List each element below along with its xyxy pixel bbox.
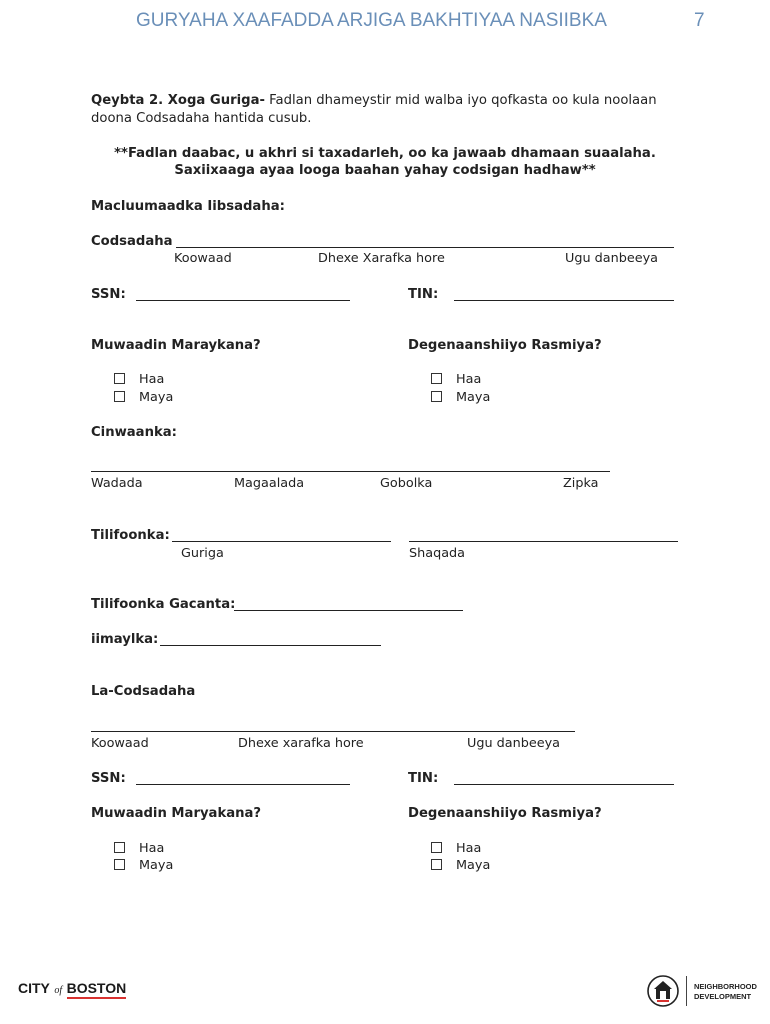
applicant-address-label: Cinwaanka: xyxy=(91,425,177,440)
applicant-ssn-label: SSN: xyxy=(91,287,126,302)
logo-line2: DEVELOPMENT xyxy=(694,992,752,1001)
co-applicant-section-title: La-Codsadaha xyxy=(91,684,196,699)
applicant-name-middle-label: Dhexe Xarafka hore xyxy=(318,251,445,266)
co-applicant-tin-field[interactable] xyxy=(454,771,674,785)
checkbox-icon[interactable] xyxy=(114,859,125,870)
co-applicant-ssn-label: SSN: xyxy=(91,771,126,786)
logo-line1: NEIGHBORHOOD xyxy=(694,982,757,991)
applicant-phone-label: Tilifoonka: xyxy=(91,528,170,543)
applicant-phone-home-field[interactable] xyxy=(172,528,391,542)
co-applicant-citizen-question: Muwaadin Maryakana? xyxy=(91,806,262,821)
applicant-residency-yes[interactable] xyxy=(431,372,481,387)
logo-city-text: CITY xyxy=(18,980,50,996)
applicant-mobile-field[interactable] xyxy=(234,597,463,611)
co-applicant-name-middle-label: Dhexe xarafka hore xyxy=(238,736,364,751)
applicant-section-title: Macluumaadka Iibsadaha: xyxy=(91,199,285,214)
logo-divider xyxy=(686,976,687,1006)
applicant-residency-question: Degenaanshiiyo Rasmiya? xyxy=(408,338,602,353)
co-applicant-residency-yes[interactable] xyxy=(431,841,481,856)
applicant-phone-work-field[interactable] xyxy=(409,528,678,542)
house-icon xyxy=(646,974,680,1008)
applicant-name-first-label: Koowaad xyxy=(174,251,232,266)
co-applicant-name-last-label: Ugu danbeeya xyxy=(467,736,561,751)
co-applicant-name-first-label: Koowaad xyxy=(91,736,149,751)
option-label: Haa xyxy=(139,372,165,387)
applicant-citizen-yes[interactable] xyxy=(114,372,164,387)
phone-home-label: Guriga xyxy=(181,546,224,561)
applicant-email-field[interactable] xyxy=(160,632,381,646)
instruction-line2: Saxiixaaga ayaa looga baahan yahay codsigan hadhaw** xyxy=(174,163,596,178)
co-applicant-name-field[interactable] xyxy=(91,719,575,732)
logo-boston-text: BOSTON xyxy=(67,980,127,999)
address-county-label: Gobolka xyxy=(380,476,433,491)
applicant-ssn-field[interactable] xyxy=(136,287,350,301)
address-street-label: Wadada xyxy=(91,476,143,491)
address-zip-label: Zipka xyxy=(563,476,599,491)
applicant-citizen-no[interactable] xyxy=(114,390,173,405)
option-label: Haa xyxy=(456,372,482,387)
option-label: Maya xyxy=(139,390,174,405)
applicant-mobile-label: Tilifoonka Gacanta: xyxy=(91,597,236,612)
neighborhood-development-logo xyxy=(646,974,764,1010)
co-applicant-tin-label: TIN: xyxy=(408,771,439,786)
checkbox-icon[interactable] xyxy=(431,859,442,870)
applicant-address-field[interactable] xyxy=(91,459,610,472)
checkbox-icon[interactable] xyxy=(114,391,125,402)
page-header-title: GURYAHA XAAFADDA ARJIGA BAKHTIYAA NASIIBKA xyxy=(136,10,607,31)
checkbox-icon[interactable] xyxy=(114,842,125,853)
phone-work-label: Shaqada xyxy=(409,546,466,561)
option-label: Haa xyxy=(139,841,165,856)
applicant-email-label: iimaylka: xyxy=(91,632,159,647)
option-label: Maya xyxy=(456,390,491,405)
co-applicant-ssn-field[interactable] xyxy=(136,771,350,785)
page-number: 7 xyxy=(694,10,705,31)
address-city-label: Magaalada xyxy=(234,476,305,491)
applicant-tin-field[interactable] xyxy=(454,287,674,301)
applicant-name-field[interactable] xyxy=(176,234,674,248)
co-applicant-citizen-yes[interactable] xyxy=(114,841,164,856)
section-intro-line2: doona Codsadaha hantida cusub. xyxy=(91,111,312,126)
logo-text xyxy=(694,982,757,1002)
checkbox-icon[interactable] xyxy=(431,842,442,853)
instruction-line1: **Fadlan daabac, u akhri si taxadarleh, oo ka jawaab dhamaan suaalaha. xyxy=(114,146,656,161)
city-of-boston-logo xyxy=(18,980,126,998)
section-heading: Qeybta 2. Xoga Guriga- xyxy=(91,93,265,108)
applicant-name-last-label: Ugu danbeeya xyxy=(565,251,659,266)
applicant-citizen-question: Muwaadin Maraykana? xyxy=(91,338,261,353)
checkbox-icon[interactable] xyxy=(431,373,442,384)
applicant-name-label: Codsadaha xyxy=(91,234,173,249)
checkbox-icon[interactable] xyxy=(431,391,442,402)
option-label: Haa xyxy=(456,841,482,856)
section-heading-text: Fadlan dhameystir mid walba iyo qofkasta oo kula noolaan xyxy=(264,93,657,108)
applicant-residency-no[interactable] xyxy=(431,390,490,405)
co-applicant-residency-question: Degenaanshiiyo Rasmiya? xyxy=(408,806,602,821)
option-label: Maya xyxy=(456,858,491,873)
option-label: Maya xyxy=(139,858,174,873)
checkbox-icon[interactable] xyxy=(114,373,125,384)
section-intro xyxy=(91,93,657,108)
logo-of-text: of xyxy=(54,985,63,996)
co-applicant-citizen-no[interactable] xyxy=(114,858,173,873)
co-applicant-residency-no[interactable] xyxy=(431,858,490,873)
applicant-tin-label: TIN: xyxy=(408,287,439,302)
